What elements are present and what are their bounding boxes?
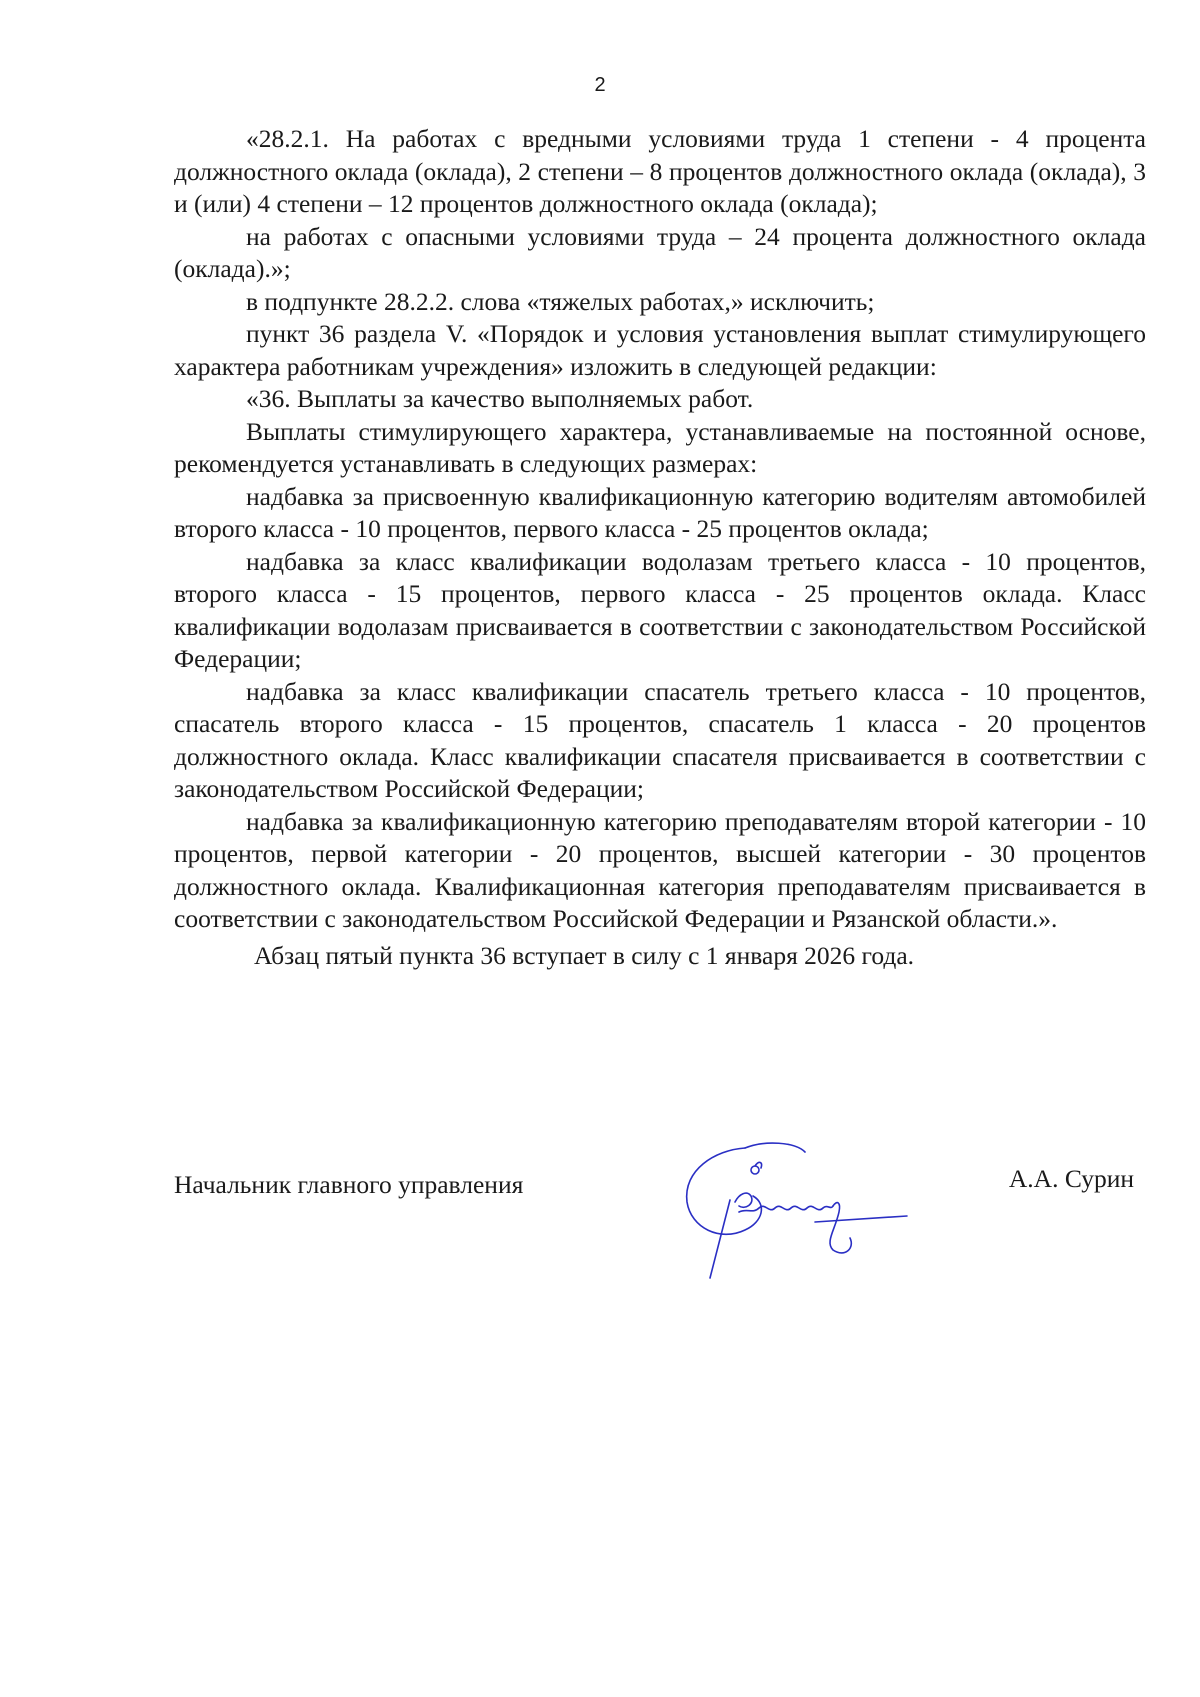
paragraph-28-2-2-amendment: в подпункте 28.2.2. слова «тяжелых работах,» исключить; — [246, 286, 875, 316]
paragraph-hazardous-conditions: на работах с опасными условиями труда – 24 процента должностного оклада (оклада).»; — [174, 221, 1146, 283]
paragraph-divers-bonus: надбавка за класс квалификации водолазам третьего класса - 10 процентов, второго класса - 15 процентов, первого класса - 25 процентов оклада. Класс квалификации водолазам присваивается в соответствии с законодательством Российской Федерации; — [174, 546, 1146, 673]
paragraph-item-36-amendment: пункт 36 раздела V. «Порядок и условия установления выплат стимулирующего характера работникам учреждения» изложить в следующей редакции: — [174, 319, 1146, 381]
paragraph-effective-date: Абзац пятый пункта 36 вступает в силу с 1 января 2026 года. — [254, 940, 915, 970]
paragraph-28-2-1: «28.2.1. На работах с вредными условиями труда 1 степени - 4 процента должностного оклада (оклада), 2 степени – 8 процентов должностного оклада (оклада), 3 и (или) 4 степени – 12 процентов должностного оклада (оклада); — [174, 124, 1146, 218]
signatory-name: А.А. Сурин — [1008, 1164, 1134, 1193]
paragraph-incentive-payments: Выплаты стимулирующего характера, устанавливаемые на постоянной основе, рекомендуется устанавливать в следующих размерах: — [174, 416, 1146, 478]
paragraph-teachers-bonus: надбавка за квалификационную категорию преподавателям второй категории - 10 процентов, первой категории - 20 процентов, высшей категории - 30 процентов должностного оклада. Квалификационная категория преподавателям присваивается в соответствии с законодательством Российской Федерации и Рязанской области.». — [174, 806, 1146, 933]
paragraph-item-36-title: «36. Выплаты за качество выполняемых работ. — [246, 384, 754, 413]
paragraph-rescuers-bonus: надбавка за класс квалификации спасатель третьего класса - 10 процентов, спасатель второго класса - 15 процентов, спасатель 1 класса - 20 процентов должностного оклада. Класс квалификации спасателя присваивается в соответствии с законодательством Российской Федерации; — [174, 676, 1146, 803]
signatory-position: Начальник главного управления — [174, 1170, 524, 1199]
document-body — [174, 123, 1146, 972]
handwritten-signature — [675, 1130, 915, 1285]
paragraph-drivers-bonus: надбавка за присвоенную квалификационную категорию водителям автомобилей второго класса - 10 процентов, первого класса - 25 процентов оклада; — [174, 481, 1146, 543]
page-number: 2 — [594, 74, 606, 96]
